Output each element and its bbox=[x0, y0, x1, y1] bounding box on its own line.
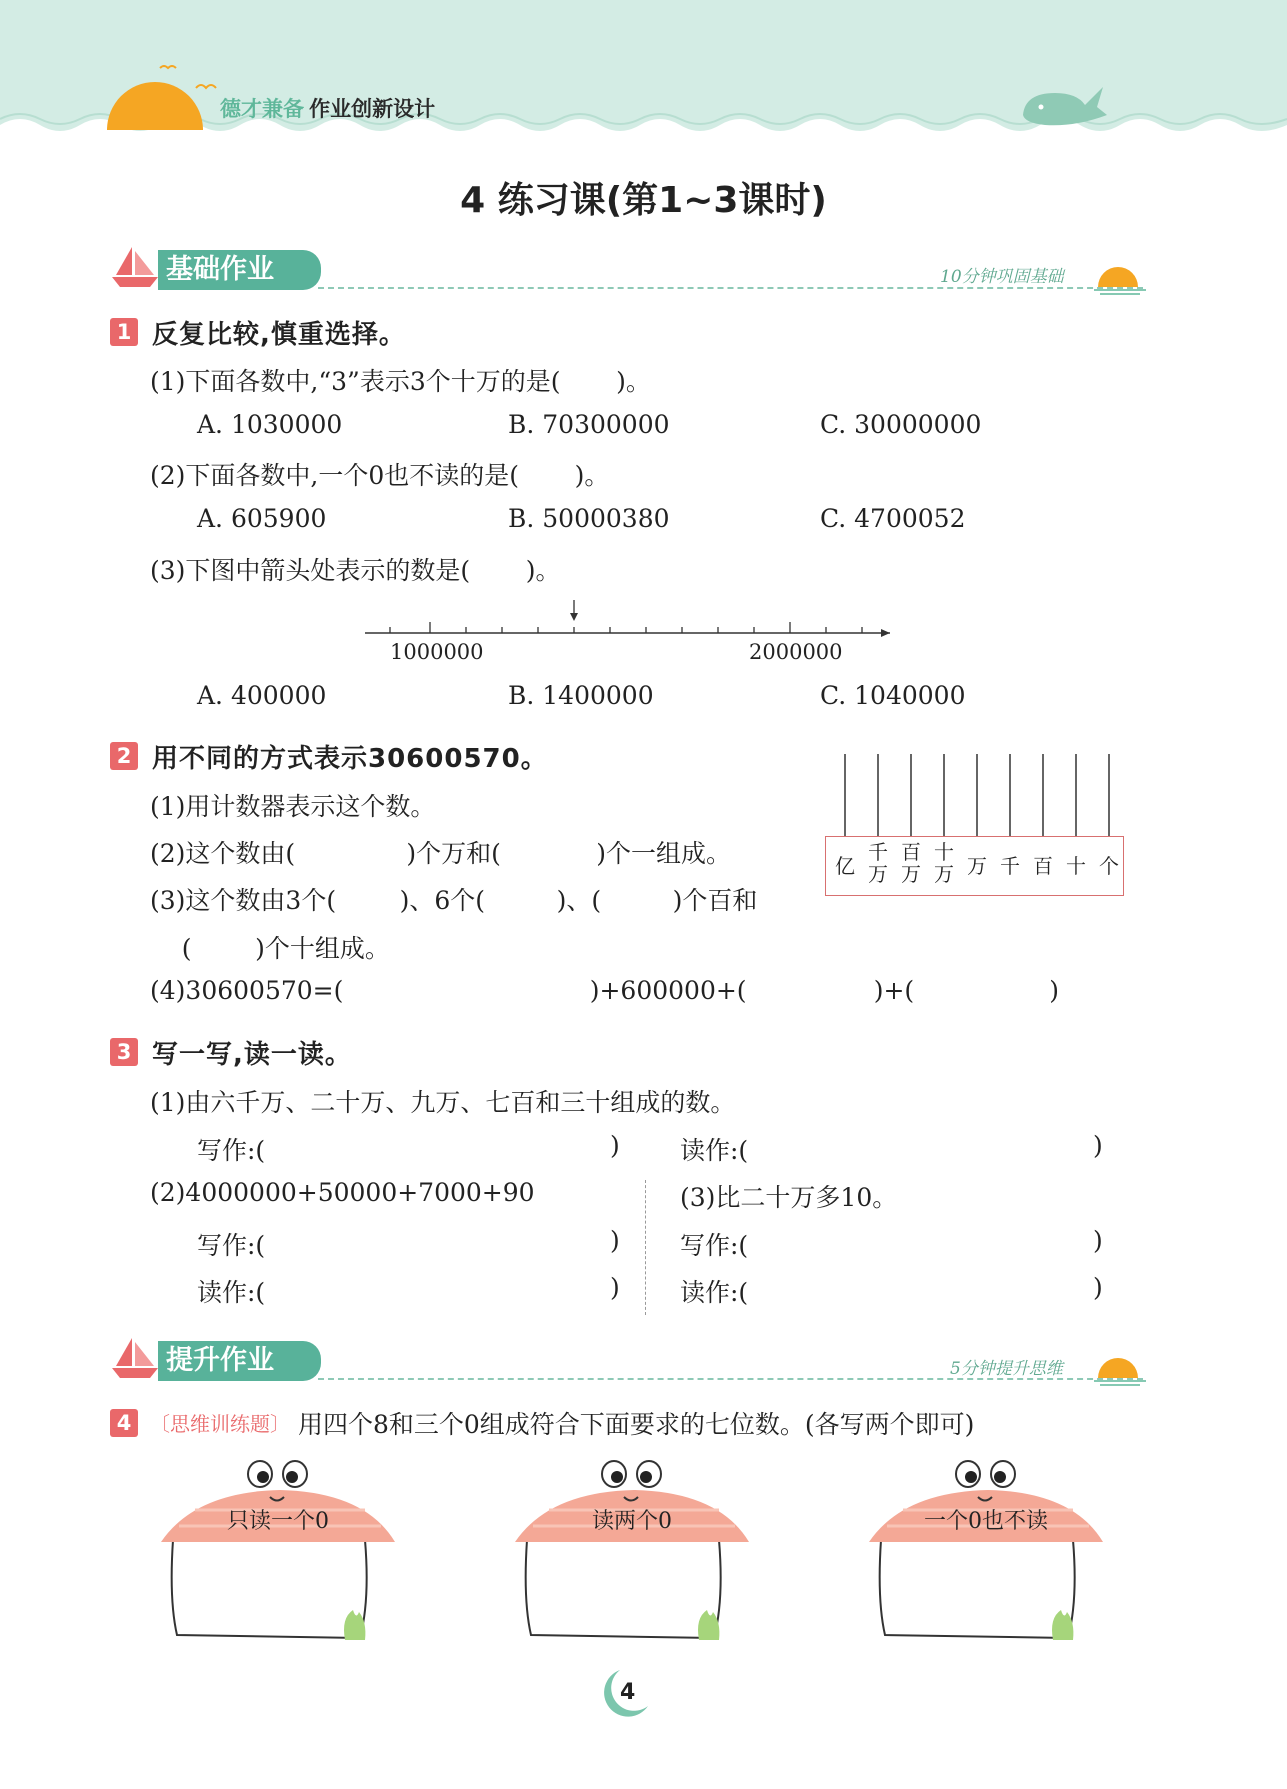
q3-part3-write-close: ) bbox=[1093, 1226, 1103, 1255]
abacus-label-baiwan: 百 万 bbox=[901, 840, 921, 886]
abacus-label-wan: 万 bbox=[967, 854, 987, 878]
q1-part3-option-c[interactable]: C. 1040000 bbox=[820, 681, 966, 710]
q3-part3-stem: (3)比二十万多10。 bbox=[680, 1183, 898, 1212]
section-basic-hint: 10分钟巩固基础 bbox=[940, 267, 1064, 287]
abacus-label-ge: 个 bbox=[1099, 854, 1119, 878]
sailboat-icon bbox=[110, 243, 160, 289]
q1-part2-stem: (2)下面各数中,一个0也不读的是( )。 bbox=[150, 461, 610, 490]
q3-part1-write-label: 写作:( bbox=[197, 1136, 266, 1165]
basket-label-2: 读两个0 bbox=[592, 1509, 672, 1534]
q1-part3-option-a[interactable]: A. 400000 bbox=[197, 681, 327, 710]
abacus-label-qian: 千 bbox=[1000, 854, 1020, 878]
q3-part2-read-close: ) bbox=[610, 1273, 620, 1302]
q3-part1-stem: (1)由六千万、二十万、九万、七百和三十组成的数。 bbox=[150, 1088, 736, 1117]
q1-part2-option-b[interactable]: B. 50000380 bbox=[508, 504, 670, 533]
q4-text: 用四个8和三个0组成符合下面要求的七位数。(各写两个即可) bbox=[298, 1410, 975, 1439]
brand-part1: 德才兼备 bbox=[220, 97, 304, 121]
q3-part3-read-close: ) bbox=[1093, 1273, 1103, 1302]
basket-label-3: 一个0也不读 bbox=[924, 1509, 1048, 1534]
q1-part1-option-c[interactable]: C. 30000000 bbox=[820, 410, 982, 439]
q1-part3-option-b[interactable]: B. 1400000 bbox=[508, 681, 654, 710]
abacus-base bbox=[825, 836, 1124, 896]
brand-part2: 作业创新设计 bbox=[309, 97, 436, 121]
brand-title bbox=[220, 93, 435, 123]
q1-part2-option-c[interactable]: C. 4700052 bbox=[820, 504, 966, 533]
abacus-label-shiwan: 十 万 bbox=[934, 840, 954, 886]
sailboat-icon bbox=[110, 1334, 160, 1380]
section-advanced-title: 提升作业 bbox=[158, 1341, 321, 1381]
q2-number: 2 bbox=[110, 742, 138, 770]
bird-icon bbox=[195, 80, 217, 92]
q4-tag: 〔思维训练题〕 bbox=[150, 1412, 290, 1436]
q3-number: 3 bbox=[110, 1038, 138, 1066]
q1-part1-stem: (1)下面各数中,“3”表示3个十万的是( )。 bbox=[150, 367, 651, 396]
q3-part1-write-close: ) bbox=[610, 1131, 620, 1160]
answer-basket-1[interactable] bbox=[155, 1450, 405, 1650]
q3-part3-write-label: 写作:( bbox=[680, 1231, 749, 1260]
q1-part2-option-a[interactable]: A. 605900 bbox=[197, 504, 327, 533]
q1-part1-option-b[interactable]: B. 70300000 bbox=[508, 410, 670, 439]
q2-line-2: (2)这个数由( )个万和( )个一组成。 bbox=[150, 839, 732, 868]
q2-title: 用不同的方式表示30600570。 bbox=[152, 744, 548, 774]
q2-line-3: (3)这个数由3个( )、6个( )、( )个百和 bbox=[150, 886, 758, 915]
q2-line-4: ( )个十组成。 bbox=[150, 934, 390, 963]
section-advanced-hint: 5分钟提升思维 bbox=[950, 1359, 1063, 1379]
abacus-label-shi: 十 bbox=[1066, 854, 1086, 878]
q2-line-1: (1)用计数器表示这个数。 bbox=[150, 792, 436, 821]
q3-column-divider bbox=[645, 1180, 646, 1315]
abacus bbox=[825, 754, 1125, 896]
q2-line-5: (4)30600570=( )+600000+( )+( ) bbox=[150, 976, 1059, 1005]
answer-basket-2[interactable] bbox=[509, 1450, 759, 1650]
q3-part1-read-label: 读作:( bbox=[680, 1136, 749, 1165]
abacus-label-qianwan: 千 万 bbox=[868, 840, 888, 886]
q3-part2-read-label: 读作:( bbox=[197, 1278, 266, 1307]
q3-title: 写一写,读一读。 bbox=[152, 1040, 352, 1070]
q4-number: 4 bbox=[110, 1409, 138, 1437]
q3-part2-stem: (2)4000000+50000+7000+90 bbox=[150, 1178, 535, 1207]
page-number: 4 bbox=[620, 1680, 636, 1705]
whale-icon bbox=[1015, 75, 1110, 130]
q3-part1-read-close: ) bbox=[1093, 1131, 1103, 1160]
number-line-label-2: 2000000 bbox=[749, 640, 843, 664]
q3-part2-write-close: ) bbox=[610, 1226, 620, 1255]
section-basic-title: 基础作业 bbox=[158, 250, 321, 290]
sun-small-icon bbox=[1092, 255, 1148, 295]
q1-part1-option-a[interactable]: A. 1030000 bbox=[197, 410, 343, 439]
sun-small-icon bbox=[1092, 1346, 1148, 1386]
q1-number: 1 bbox=[110, 318, 138, 346]
q1-title: 反复比较,慎重选择。 bbox=[152, 320, 406, 350]
answer-basket-3[interactable] bbox=[863, 1450, 1113, 1650]
abacus-label-bai: 百 bbox=[1033, 854, 1053, 878]
page-title: 4 练习课(第1~3课时) bbox=[460, 180, 827, 221]
section-basic-divider bbox=[318, 287, 1143, 289]
q3-part3-read-label: 读作:( bbox=[680, 1278, 749, 1307]
number-line-label-1: 1000000 bbox=[390, 640, 484, 664]
q1-part3-stem: (3)下图中箭头处表示的数是( )。 bbox=[150, 556, 561, 585]
abacus-label-yi: 亿 bbox=[835, 854, 855, 878]
q3-part2-write-label: 写作:( bbox=[197, 1231, 266, 1260]
basket-label-1: 只读一个0 bbox=[227, 1509, 329, 1534]
sun-logo-icon bbox=[105, 60, 205, 132]
